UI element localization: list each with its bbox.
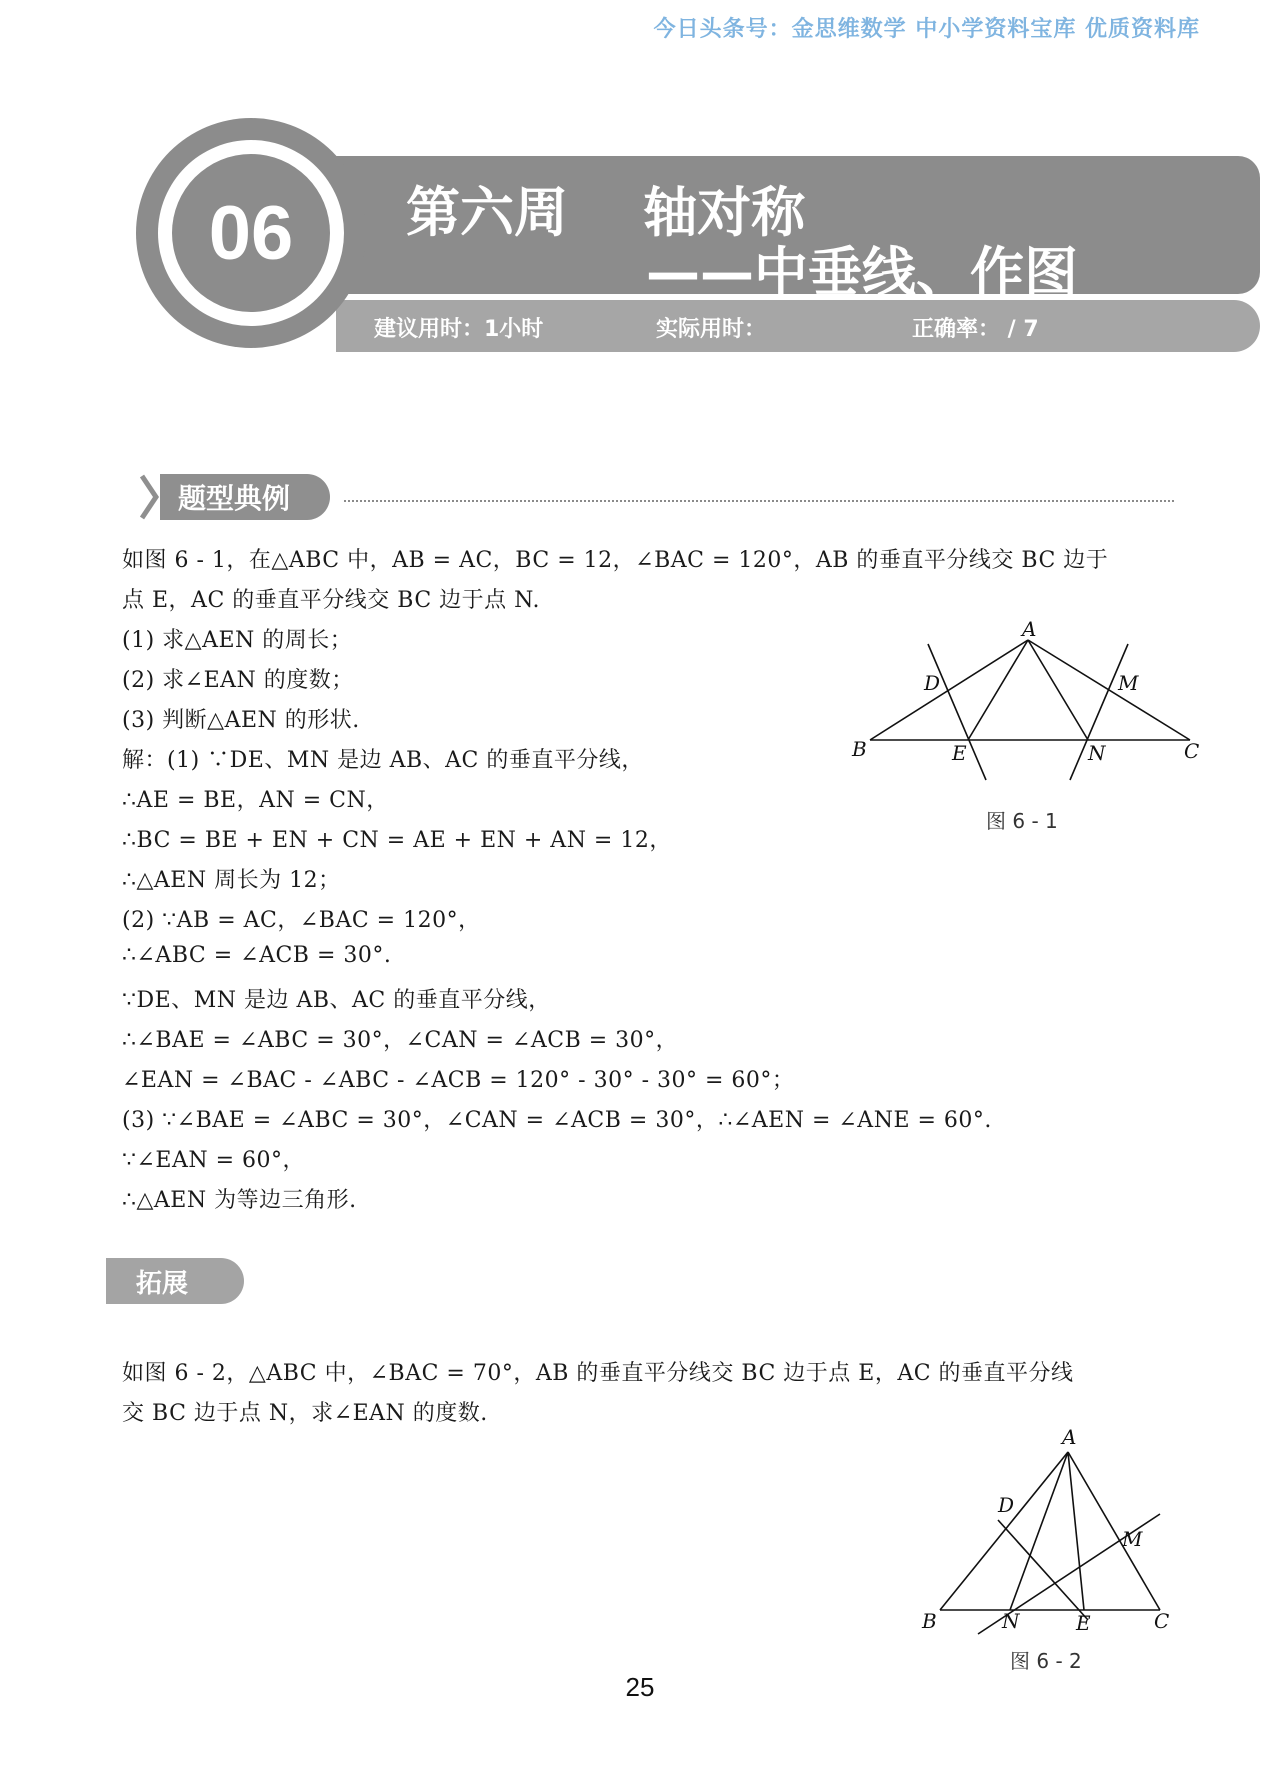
chapter-subtitle: ——中垂线、作图	[646, 241, 1078, 304]
point-label-m: M	[1122, 1527, 1143, 1551]
chapter-number-badge	[136, 118, 366, 348]
solution-line: ∴△AEN 为等边三角形.	[122, 1188, 357, 1213]
point-label-m: M	[1118, 671, 1139, 695]
point-label-b: B	[852, 737, 867, 761]
point-label-b: B	[922, 1609, 937, 1633]
actual-time: 实际用时：	[656, 317, 767, 342]
question-2: (2) 求∠EAN 的度数；	[122, 668, 354, 693]
point-label-c: C	[1154, 1609, 1170, 1633]
accuracy: 正确率： / 7	[912, 317, 1039, 342]
solution-line: ∴△AEN 周长为 12；	[122, 868, 341, 893]
point-label-a: A	[1022, 620, 1037, 641]
figure-6-2	[910, 1420, 1180, 1650]
figure-caption: 图 6 - 2	[1010, 1649, 1082, 1673]
solution-line: ∴∠BAE = ∠ABC = 30°，∠CAN = ∠ACB = 30°，	[122, 1028, 679, 1053]
chapter-number: 06	[172, 154, 330, 312]
solution-line: (2) ∵AB = AC，∠BAC = 120°，	[122, 908, 481, 933]
solution-line: ∵DE、MN 是边 AB、AC 的垂直平分线，	[122, 988, 551, 1013]
point-label-n: N	[1002, 1609, 1020, 1633]
solution-line: ∠EAN = ∠BAC - ∠ABC - ∠ACB = 120° - 30° - 30° = 60°；	[122, 1068, 795, 1093]
chapter-title: 第六周 轴对称	[406, 181, 806, 244]
point-label-d: D	[998, 1493, 1015, 1517]
point-label-c: C	[1184, 739, 1200, 763]
solution-line: 解：(1) ∵DE、MN 是边 AB、AC 的垂直平分线，	[122, 748, 644, 773]
solution-line: ∴BC = BE + EN + CN = AE + EN + AN = 12，	[122, 828, 672, 853]
point-label-a: A	[1062, 1425, 1077, 1449]
figure-caption: 图 6 - 1	[986, 809, 1058, 833]
point-label-e: E	[1076, 1611, 1091, 1635]
extension-line-1: 如图 6 - 2，△ABC 中，∠BAC = 70°，AB 的垂直平分线交 BC 边于点 E，AC 的垂直平分线	[122, 1361, 1074, 1386]
section-header	[138, 470, 1176, 526]
chapter-banner	[136, 118, 1136, 368]
page-number: 25	[625, 1672, 655, 1702]
solution-line: ∵∠EAN = 60°，	[122, 1148, 306, 1173]
point-label-e: E	[952, 741, 967, 765]
problem-line-1: 如图 6 - 1，在△ABC 中，AB = AC，BC = 12，∠BAC = 120°，AB 的垂直平分线交 BC 边于	[122, 548, 1109, 573]
section-title: 题型典例	[160, 474, 330, 520]
figure-6-1	[850, 620, 1210, 800]
extension-label: 拓展	[106, 1258, 244, 1304]
section-divider	[344, 500, 1174, 502]
point-label-d: D	[924, 671, 941, 695]
solution-line: (3) ∵∠BAE = ∠ABC = 30°，∠CAN = ∠ACB = 30°，∴∠AEN = ∠ANE = 60°.	[122, 1108, 992, 1133]
point-label-n: N	[1088, 741, 1106, 765]
extension-line-2: 交 BC 边于点 N，求∠EAN 的度数.	[122, 1401, 488, 1426]
watermark: 今日头条号：金思维数学 中小学资料宝库 优质资料库	[653, 17, 1200, 42]
solution-line: ∴∠ABC = ∠ACB = 30°.	[122, 943, 392, 968]
question-1: (1) 求△AEN 的周长；	[122, 628, 353, 653]
suggested-time: 建议用时：1小时	[374, 317, 544, 342]
problem-line-2: 点 E，AC 的垂直平分线交 BC 边于点 N.	[122, 588, 540, 613]
solution-line: ∴AE = BE，AN = CN，	[122, 788, 389, 813]
chevron-right-icon	[138, 474, 162, 520]
question-3: (3) 判断△AEN 的形状.	[122, 708, 360, 733]
